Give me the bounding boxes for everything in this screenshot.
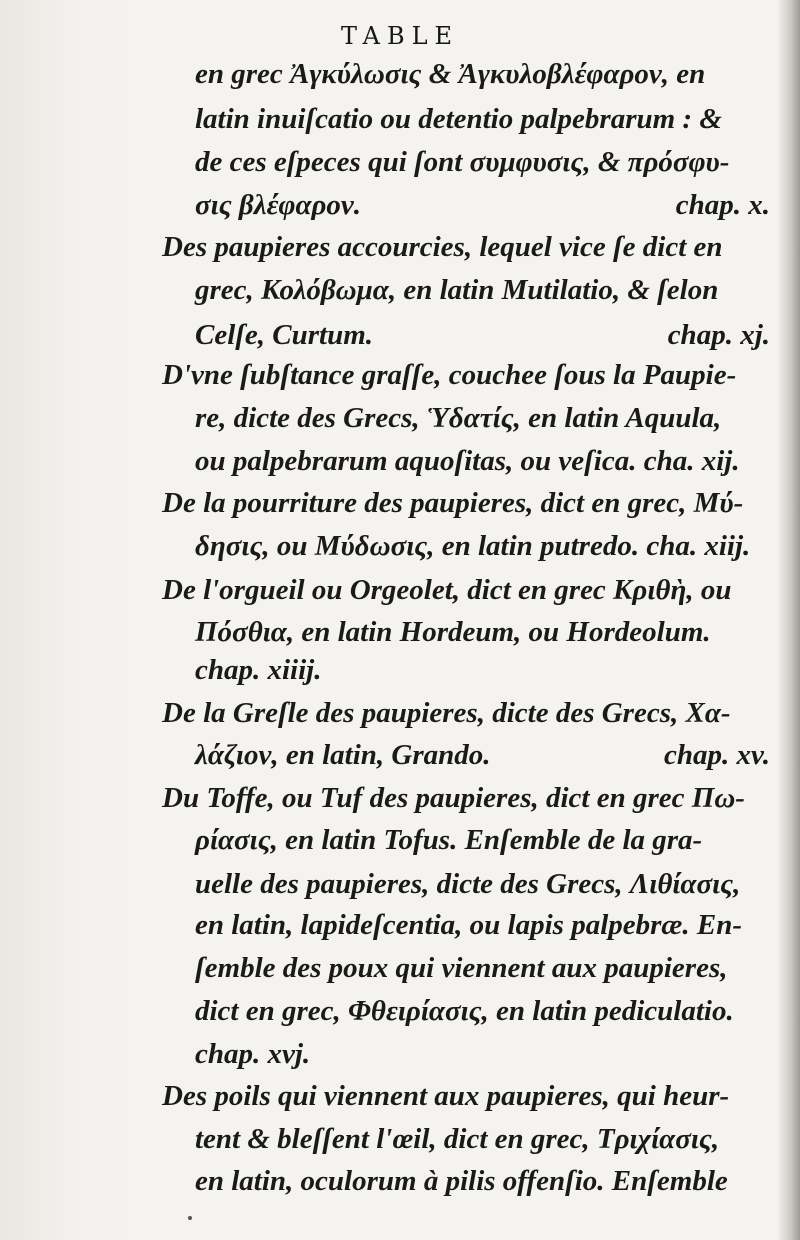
entry-line — [0, 485, 800, 521]
entry-line — [0, 187, 800, 223]
entry-line-text: D'vne ſubſtance graſſe, couchee ſous la Paupie- — [162, 359, 737, 391]
entry-line — [0, 357, 800, 393]
entry-line — [0, 822, 800, 858]
entry-line-text: Celſe, Curtum. — [195, 319, 374, 351]
entry-line — [0, 317, 800, 353]
chapter-reference: chap. x. — [675, 189, 770, 221]
entry-line — [0, 1121, 800, 1157]
entry-line-text: uelle des paupieres, dicte des Grecs, Λιθίασις, — [195, 868, 741, 900]
entry-line-text: ſemble des poux qui viennent aux paupieres, — [195, 952, 728, 984]
chapter-reference: chap. xj. — [667, 319, 770, 351]
chapter-reference: chap. xv. — [663, 739, 770, 771]
entry-line-text: de ces eſpeces qui ſont συμφυσις, & πρόσφυ- — [195, 146, 730, 178]
entry-line — [0, 1078, 800, 1114]
entry-line-text: en latin, lapideſcentia, ou lapis palpebræ. En- — [195, 909, 742, 941]
entry-line — [0, 695, 800, 731]
entry-line — [0, 614, 800, 650]
entry-line-text: tent & bleſſent l'œil, dict en grec, Τριχίασις, — [195, 1123, 720, 1155]
entry-line — [0, 144, 800, 180]
entry-line-text: De l'orgueil ou Orgeolet, dict en grec Κριθὴ, ou — [162, 574, 732, 606]
entry-line — [0, 572, 800, 608]
entry-line — [0, 866, 800, 902]
entry-line — [0, 56, 800, 92]
entry-line-text: Du Toffe, ou Tuf des paupieres, dict en grec Πω- — [162, 782, 745, 814]
entry-line — [0, 907, 800, 943]
entry-line-text: Des paupieres accourcies, lequel vice ſe dict en — [162, 231, 723, 263]
entry-line-text: Des poils qui viennent aux paupieres, qui heur- — [162, 1080, 730, 1112]
entry-line-text: De la pourriture des paupieres, dict en grec, Μύ- — [162, 487, 744, 519]
entry-line — [0, 1163, 800, 1199]
entry-line — [0, 1036, 800, 1072]
entry-line-text: Πόσθια, en latin Hordeum, ou Hordeolum. — [195, 616, 711, 648]
entry-line — [0, 528, 800, 564]
entry-line-text: chap. xvj. — [195, 1038, 311, 1070]
entry-line — [0, 737, 800, 773]
entry-line — [0, 652, 800, 688]
entry-line-text: ρίασις, en latin Tofus. Enſemble de la gra- — [195, 824, 703, 856]
entry-line-text: en grec Ἀγκύλωσις & Ἀγκυλοβλέφαρον, en — [195, 58, 706, 90]
entry-line — [0, 101, 800, 137]
entry-line — [0, 272, 800, 308]
entry-line-text: dict en grec, Φθειρίασις, en latin pediculatio. — [195, 995, 734, 1027]
entry-line-text: en latin, oculorum à pilis offenſio. Enſemble — [195, 1165, 728, 1197]
entry-line-text: latin inuiſcatio ou detentio palpebrarum : & — [195, 103, 722, 135]
entry-line-text: ou palpebrarum aquoſitas, ou veſica. cha. xij. — [195, 445, 740, 477]
entry-line — [0, 229, 800, 265]
entry-line-text: δησις, ou Μύδωσις, en latin putredo. cha. xiij. — [195, 530, 751, 562]
entry-line-text: σις βλέφαρον. — [195, 189, 362, 221]
entry-line-text: chap. xiiij. — [195, 654, 322, 686]
ink-speck — [188, 1216, 192, 1220]
entry-line — [0, 950, 800, 986]
entry-line — [0, 993, 800, 1029]
entry-line-text: re, dicte des Grecs, Ὑδατίς, en latin Aquula, — [195, 402, 722, 434]
entry-line — [0, 443, 800, 479]
running-header: TABLE — [340, 22, 460, 50]
entry-line-text: λάζιον, en latin, Grando. — [195, 739, 491, 771]
entry-line-text: De la Greſle des paupieres, dicte des Grecs, Χα- — [162, 697, 731, 729]
entry-line — [0, 400, 800, 436]
entry-line — [0, 780, 800, 816]
entry-line-text: grec, Κολόβωμα, en latin Mutilatio, & ſelon — [195, 274, 719, 306]
